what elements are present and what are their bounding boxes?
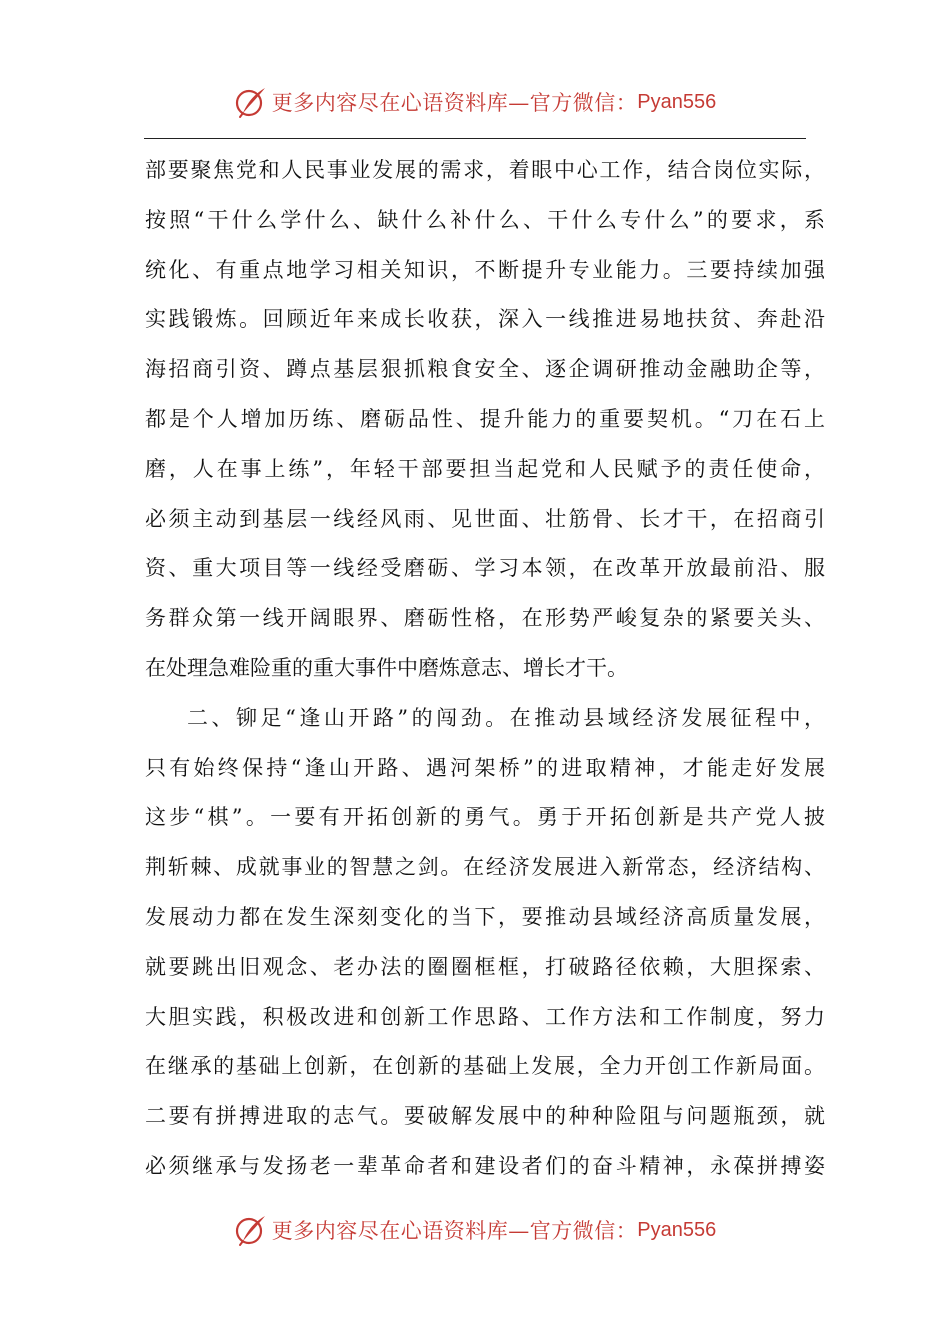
- header-banner-brand: Pyan556: [637, 90, 717, 113]
- text-line: 大胆实践，积极改进和创新工作思路、工作方法和工作制度，努力: [145, 1004, 825, 1029]
- header-banner-text: 更多内容尽在心语资料库—官方微信：: [271, 91, 638, 115]
- text-line: 只有始终保持“逢山开路、遇河架桥”的进取精神，才能走好发展: [145, 755, 825, 780]
- text-line: 荆斩棘、成就事业的智慧之剑。在经济发展进入新常态，经济结构、: [145, 855, 825, 880]
- header-divider: [144, 138, 806, 139]
- text-line: 实践锻炼。回顾近年来成长收获，深入一线推进易地扶贫、奔赴沿: [145, 307, 825, 332]
- text-line: 就要跳出旧观念、老办法的圈圈框框，打破路径依赖，大胆探索、: [145, 954, 825, 979]
- text-line: 海招商引资、蹲点基层狠抓粮食安全、逐企调研推动金融助企等，: [145, 357, 825, 382]
- text-line: 按照“干什么学什么、缺什么补什么、干什么专什么”的要求，系: [145, 207, 825, 232]
- text-line: 发展动力都在发生深刻变化的当下，要推动县域经济高质量发展，: [145, 904, 825, 929]
- text-line: 二要有拼搏进取的志气。要破解发展中的种种险阻与问题瓶颈，就: [145, 1104, 825, 1129]
- text-line: 资、重大项目等一线经受磨砺、学习本领，在改革开放最前沿、服: [145, 556, 825, 581]
- text-line: 必须主动到基层一线经风雨、见世面、壮筋骨、长才干，在招商引: [145, 506, 825, 531]
- text-line: 在处理急难险重的重大事件中磨炼意志、增长才干。: [145, 655, 628, 680]
- text-line: 磨，人在事上练”，年轻干部要担当起党和人民赋予的责任使命，: [145, 456, 825, 481]
- text-line: 都是个人增加历练、磨砺品性、提升能力的重要契机。“刀在石上: [145, 406, 825, 431]
- text-line: 这步“棋”。一要有开拓创新的勇气。勇于开拓创新是共产党人披: [145, 805, 825, 830]
- text-line: 在继承的基础上创新，在创新的基础上发展，全力开创工作新局面。: [145, 1054, 825, 1079]
- section-heading-line: 二、铆足“逢山开路”的闯劲。在推动县域经济发展征程中，: [187, 705, 825, 730]
- quill-pen-icon: [234, 1213, 268, 1247]
- text-line: 统化、有重点地学习相关知识，不断提升专业能力。三要持续加强: [145, 257, 825, 282]
- document-body: [145, 146, 825, 1192]
- header-banner: [0, 82, 950, 122]
- text-line: 部要聚焦党和人民事业发展的需求，着眼中心工作，结合岗位实际，: [145, 158, 825, 182]
- footer-banner-text: 更多内容尽在心语资料库—官方微信：: [271, 1219, 638, 1243]
- footer-banner-brand: Pyan556: [637, 1218, 717, 1241]
- text-line: 务群众第一线开阔眼界、磨砺性格，在形势严峻复杂的紧要关头、: [145, 606, 825, 631]
- text-line: 必须继承与发扬老一辈革命者和建设者们的奋斗精神，永葆拼搏姿: [145, 1153, 825, 1178]
- quill-pen-icon: [234, 85, 268, 119]
- footer-banner: [0, 1210, 950, 1250]
